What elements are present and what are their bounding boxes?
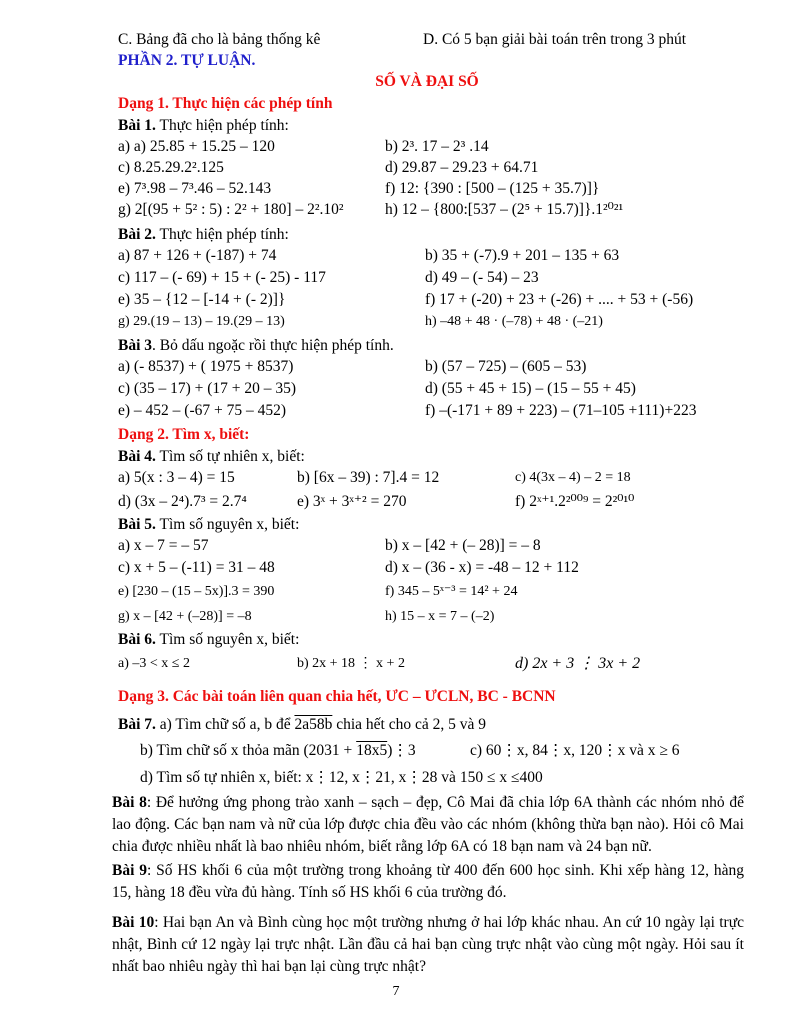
exercise-item: g) 29.(19 – 13) – 19.(29 – 13): [118, 314, 285, 329]
bai1-row-ab: [118, 136, 742, 157]
bai7-label: Bài 7.: [118, 716, 156, 733]
bai7-item-a-pre: a) Tìm chữ số a, b để: [155, 716, 295, 733]
bai9-paragraph: [112, 860, 744, 904]
bai7-item-a-post: chia hết cho cả 2, 5 và 9: [332, 716, 486, 733]
exercise-item: h) 12 – {800:[537 – (2⁵ + 15.7)]}.1²⁰²¹: [385, 201, 624, 218]
bai8-paragraph: [112, 792, 744, 858]
bai3-row-ef: [118, 400, 742, 422]
exercise-item: c) 60⋮x, 84⋮x, 120⋮x và x ≥ 6: [470, 742, 680, 759]
bai6-heading: [118, 629, 742, 650]
dang1-heading: Dạng 1. Thực hiện các phép tính: [118, 95, 333, 112]
exercise-item: h) –48 + 48 · (–78) + 48 · (–21): [425, 314, 603, 329]
exercise-item: e) [230 – (15 – 5x)].3 = 390: [118, 584, 275, 599]
exercise-item: a) (- 8537) + ( 1975 + 8537): [118, 358, 294, 375]
bai2-row-ef: [118, 289, 742, 311]
exercise-item: e) 7³.98 – 7³.46 – 52.143: [118, 180, 272, 197]
bai9-label: Bài 9: [112, 862, 147, 879]
exercise-item: a) 5(x : 3 – 4) = 15: [118, 469, 235, 486]
exercise-item: a) –3 < x ≤ 2: [118, 656, 190, 671]
bai3-row-cd: [118, 378, 742, 400]
exercise-item: e) 35 – {12 – [-14 + (- 2)]}: [118, 291, 286, 308]
exercise-item: c) 117 – (- 69) + 15 + (- 25) - 117: [118, 269, 326, 286]
bai2-row-cd: [118, 267, 742, 289]
bai7-item-a-overline: 2a58b: [294, 716, 333, 733]
bai10-paragraph: [112, 912, 744, 978]
exercise-item: f) –(-171 + 89 + 223) – (71–105 +111)+223: [425, 402, 697, 419]
bai7-item-b-post: )⋮3: [387, 742, 416, 759]
exercise-item: b) (57 – 725) – (605 – 53): [425, 358, 587, 375]
bai3-label: Bài 3: [118, 337, 153, 354]
exercise-item: a) 87 + 126 + (-187) + 74: [118, 247, 277, 264]
exercise-item: b) 35 + (-7).9 + 201 – 135 + 63: [425, 247, 620, 264]
exercise-item: f) 345 – 5ˣ⁻³ = 14² + 24: [385, 584, 518, 599]
option-c-text: C. Bảng đã cho là bảng thống kê: [118, 31, 321, 48]
exercise-item: d) (55 + 45 + 15) – (15 – 55 + 45): [425, 380, 636, 397]
bai10-label: Bài 10: [112, 914, 155, 931]
bai6-intro: Tìm số nguyên x, biết:: [155, 631, 300, 648]
bai5-row-ab: [118, 535, 742, 557]
bai6-label: Bài 6.: [118, 631, 156, 648]
bai7-heading-row: [118, 712, 742, 737]
bai5-row-gh: [118, 604, 742, 629]
exercise-item: d) 2x + 3 ⋮ 3x + 2: [515, 655, 641, 672]
bai6-row-abd: [118, 650, 742, 678]
exercise-item: c) 4(3x – 4) – 2 = 18: [515, 470, 631, 485]
bai3-heading: [118, 335, 742, 356]
bai7-item-b-pre: b) Tìm chữ số x thỏa mãn (2031 +: [140, 742, 357, 759]
bai2-intro: Thực hiện phép tính:: [155, 226, 289, 243]
bai4-row-def: [118, 489, 742, 514]
exercise-item: b) 2x + 18 ⋮ x + 2: [297, 656, 405, 671]
exercise-item: a) x – 7 = – 57: [118, 537, 209, 554]
answer-options-row: [118, 29, 742, 50]
bai9-text: : Số HS khối 6 của một trường trong khoảng từ 400 đến 600 học sinh. Khi xếp hàng 12, hàng 15, hàng 18 đều vừa đủ hàng. Tính số HS khối 6 của trường đó.: [112, 862, 744, 901]
bai2-label: Bài 2.: [118, 226, 156, 243]
exercise-item: d) 29.87 – 29.23 + 64.71: [385, 159, 539, 176]
subject-title: SỐ VÀ ĐẠI SỐ: [375, 73, 479, 90]
exercise-item: b) [6x – 39) : 7].4 = 12: [297, 469, 440, 486]
bai2-row-ab: [118, 245, 742, 267]
bai7-row-bc: [140, 737, 742, 765]
bai1-intro: Thực hiện phép tính:: [155, 117, 289, 134]
exercise-item: f) 2ˣ⁺¹.2²⁰⁰⁹ = 2²⁰¹⁰: [515, 493, 635, 510]
exercise-item: h) 15 – x = 7 – (–2): [385, 609, 495, 624]
bai3-intro: . Bỏ dấu ngoặc rồi thực hiện phép tính.: [152, 337, 394, 354]
bai1-row-ef: [118, 178, 742, 199]
exercise-item: c) (35 – 17) + (17 + 20 – 35): [118, 380, 297, 397]
bai4-intro: Tìm số tự nhiên x, biết:: [155, 448, 305, 465]
exercise-item: f) 17 + (-20) + 23 + (-26) + .... + 53 + (-56): [425, 291, 694, 308]
exercise-item: d) 49 – (- 54) – 23: [425, 269, 539, 286]
exercise-item: e) – 452 – (-67 + 75 – 452): [118, 402, 287, 419]
bai8-text: : Để hưởng ứng phong trào xanh – sạch – đẹp, Cô Mai đã chia lớp 6A thành các nhóm nhỏ để lao động. Các bạn nam và nữ của lớp được chia đều vào các nhóm (không thừa bạn nào). Hỏi cô Mai chia được nhiều nhất là bao nhiêu nhóm, biết rằng lớp 6A có 18 bạn nam và 24 bạn nữ.: [112, 794, 744, 855]
exercise-item: c) x + 5 – (-11) = 31 – 48: [118, 559, 275, 576]
exercise-item: g) 2[(95 + 5² : 5) : 2² + 180] – 2².10²: [118, 201, 344, 218]
bai2-row-gh: [118, 311, 742, 333]
bai7-row-d: [140, 765, 742, 790]
bai4-heading: [118, 446, 742, 467]
exercise-item: d) (3x – 2⁴).7³ = 2.7⁴: [118, 493, 247, 510]
page-number: 7: [392, 984, 400, 999]
bai10-text: : Hai bạn An và Bình cùng học một trường nhưng ở hai lớp khác nhau. An cứ 10 ngày lại trực nhật, Bình cứ 12 ngày lại trực nhật. Lần đầu cả hai bạn cùng trực nhật vào cùng một ngày. Hỏi sau ít nhất bao nhiêu ngày thì hai bạn lại cùng trực nhật?: [112, 914, 744, 975]
bai7-item-b-overline: 18x5: [356, 742, 388, 759]
bai3-row-ab: [118, 356, 742, 378]
bai1-heading: [118, 115, 742, 136]
exercise-item: d) Tìm số tự nhiên x, biết: x⋮12, x⋮21, x⋮28 và 150 ≤ x ≤400: [140, 769, 543, 786]
option-d-text: D. Có 5 bạn giải bài toán trên trong 3 phút: [423, 31, 687, 48]
bai4-label: Bài 4.: [118, 448, 156, 465]
exercise-item: a) a) 25.85 + 15.25 – 120: [118, 138, 275, 155]
dang2-heading: Dạng 2. Tìm x, biết:: [118, 426, 250, 443]
bai5-heading: [118, 514, 742, 535]
exercise-item: b) 2³. 17 – 2³ .14: [385, 138, 489, 155]
exercise-item: c) 8.25.29.2².125: [118, 159, 224, 176]
exercise-item: f) 12: {390 : [500 – (125 + 35.7)]}: [385, 180, 600, 197]
exercise-item: d) x – (36 - x) = -48 – 12 + 112: [385, 559, 579, 576]
exercise-item: e) 3ˣ + 3ˣ⁺² = 270: [297, 493, 407, 510]
bai5-row-ef: [118, 579, 742, 604]
bai1-row-cd: [118, 157, 742, 178]
bai4-row-abc: [118, 467, 742, 489]
part2-heading: PHẦN 2. TỰ LUẬN.: [118, 52, 256, 69]
bai8-label: Bài 8: [112, 794, 147, 811]
exercise-item: [140, 737, 470, 765]
bai2-heading: [118, 224, 742, 245]
bai5-intro: Tìm số nguyên x, biết:: [155, 516, 300, 533]
bai1-row-gh: [118, 199, 742, 220]
bai5-row-cd: [118, 557, 742, 579]
dang3-heading: Dạng 3. Các bài toán liên quan chia hết, ƯC – ƯCLN, BC - BCNN: [118, 688, 556, 705]
bai1-label: Bài 1.: [118, 117, 156, 134]
bai5-label: Bài 5.: [118, 516, 156, 533]
exercise-item: b) x – [42 + (– 28)] = – 8: [385, 537, 541, 554]
exercise-item: g) x – [42 + (–28)] = –8: [118, 609, 252, 624]
